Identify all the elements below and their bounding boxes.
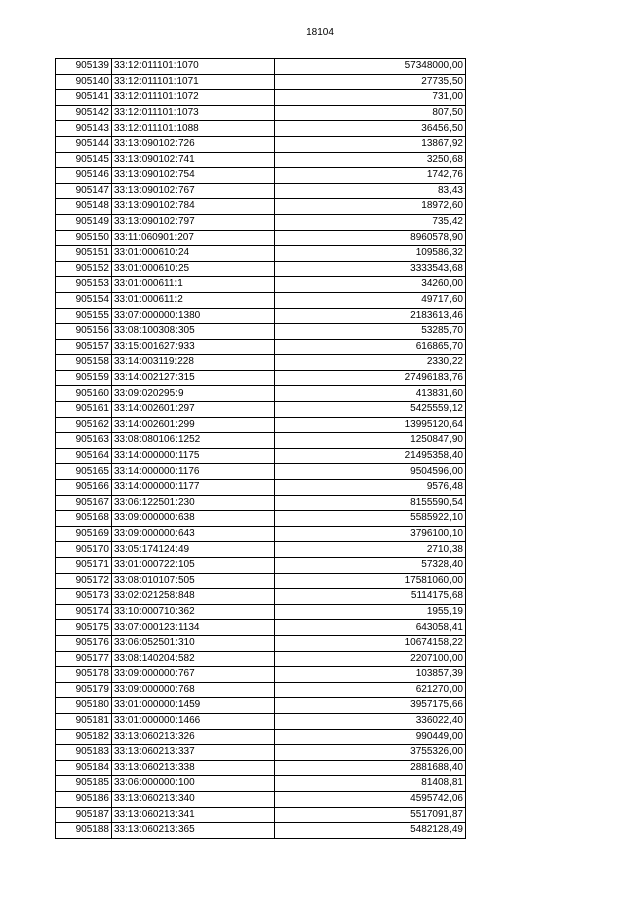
table-row bbox=[56, 386, 466, 402]
cadastral-number-cell: 33:12:011101:1070 bbox=[112, 59, 275, 75]
row-id-cell: 905181 bbox=[56, 713, 112, 729]
cadastral-number-cell: 33:14:000000:1175 bbox=[112, 448, 275, 464]
value-cell: 5425559,12 bbox=[275, 402, 466, 418]
value-cell: 2881688,40 bbox=[275, 760, 466, 776]
table-row bbox=[56, 526, 466, 542]
cadastral-number-cell: 33:01:000000:1466 bbox=[112, 713, 275, 729]
value-cell: 2710,38 bbox=[275, 542, 466, 558]
table-row bbox=[56, 791, 466, 807]
row-id-cell: 905170 bbox=[56, 542, 112, 558]
value-cell: 1250847,90 bbox=[275, 433, 466, 449]
table-row bbox=[56, 292, 466, 308]
value-cell: 34260,00 bbox=[275, 277, 466, 293]
row-id-cell: 905187 bbox=[56, 807, 112, 823]
cadastral-number-cell: 33:08:100308:305 bbox=[112, 324, 275, 340]
table-row bbox=[56, 480, 466, 496]
value-cell: 807,50 bbox=[275, 105, 466, 121]
value-cell: 13995120,64 bbox=[275, 417, 466, 433]
cadastral-number-cell: 33:13:090102:754 bbox=[112, 168, 275, 184]
cadastral-number-cell: 33:13:060213:340 bbox=[112, 791, 275, 807]
row-id-cell: 905141 bbox=[56, 90, 112, 106]
cadastral-number-cell: 33:07:000123:1134 bbox=[112, 620, 275, 636]
row-id-cell: 905147 bbox=[56, 183, 112, 199]
cadastral-number-cell: 33:09:000000:643 bbox=[112, 526, 275, 542]
row-id-cell: 905157 bbox=[56, 339, 112, 355]
value-cell: 53285,70 bbox=[275, 324, 466, 340]
table-row bbox=[56, 433, 466, 449]
cadastral-number-cell: 33:08:010107:505 bbox=[112, 573, 275, 589]
value-cell: 1955,19 bbox=[275, 604, 466, 620]
row-id-cell: 905153 bbox=[56, 277, 112, 293]
table-row bbox=[56, 651, 466, 667]
cadastral-number-cell: 33:13:090102:767 bbox=[112, 183, 275, 199]
cadastral-number-cell: 33:13:090102:784 bbox=[112, 199, 275, 215]
row-id-cell: 905171 bbox=[56, 558, 112, 574]
row-id-cell: 905152 bbox=[56, 261, 112, 277]
row-id-cell: 905174 bbox=[56, 604, 112, 620]
table-row bbox=[56, 136, 466, 152]
row-id-cell: 905180 bbox=[56, 698, 112, 714]
cadastral-number-cell: 33:14:002601:299 bbox=[112, 417, 275, 433]
row-id-cell: 905154 bbox=[56, 292, 112, 308]
cadastral-number-cell: 33:14:002127:315 bbox=[112, 370, 275, 386]
row-id-cell: 905164 bbox=[56, 448, 112, 464]
row-id-cell: 905165 bbox=[56, 464, 112, 480]
table-row bbox=[56, 277, 466, 293]
row-id-cell: 905140 bbox=[56, 74, 112, 90]
value-cell: 4595742,06 bbox=[275, 791, 466, 807]
table-row bbox=[56, 152, 466, 168]
value-cell: 731,00 bbox=[275, 90, 466, 106]
table-row bbox=[56, 214, 466, 230]
table-row bbox=[56, 324, 466, 340]
table-row bbox=[56, 121, 466, 137]
row-id-cell: 905159 bbox=[56, 370, 112, 386]
row-id-cell: 905158 bbox=[56, 355, 112, 371]
table-row bbox=[56, 370, 466, 386]
cadastral-number-cell: 33:12:011101:1088 bbox=[112, 121, 275, 137]
row-id-cell: 905160 bbox=[56, 386, 112, 402]
row-id-cell: 905177 bbox=[56, 651, 112, 667]
table-row bbox=[56, 199, 466, 215]
table-row bbox=[56, 620, 466, 636]
value-cell: 5114175,68 bbox=[275, 589, 466, 605]
cadastral-number-cell: 33:01:000611:2 bbox=[112, 292, 275, 308]
value-cell: 17581060,00 bbox=[275, 573, 466, 589]
cadastral-number-cell: 33:13:060213:365 bbox=[112, 823, 275, 839]
table-row bbox=[56, 308, 466, 324]
cadastral-number-cell: 33:06:122501:230 bbox=[112, 495, 275, 511]
table-body bbox=[56, 59, 466, 839]
cadastral-number-cell: 33:08:080106:1252 bbox=[112, 433, 275, 449]
row-id-cell: 905156 bbox=[56, 324, 112, 340]
table-row bbox=[56, 261, 466, 277]
cadastral-number-cell: 33:11:060901:207 bbox=[112, 230, 275, 246]
value-cell: 27496183,76 bbox=[275, 370, 466, 386]
value-cell: 735,42 bbox=[275, 214, 466, 230]
table-row bbox=[56, 339, 466, 355]
table-row bbox=[56, 59, 466, 75]
value-cell: 2330,22 bbox=[275, 355, 466, 371]
table-row bbox=[56, 558, 466, 574]
cadastral-number-cell: 33:13:060213:326 bbox=[112, 729, 275, 745]
value-cell: 413831,60 bbox=[275, 386, 466, 402]
row-id-cell: 905168 bbox=[56, 511, 112, 527]
cadastral-number-cell: 33:09:000000:767 bbox=[112, 667, 275, 683]
table-row bbox=[56, 542, 466, 558]
table-row bbox=[56, 402, 466, 418]
value-cell: 83,43 bbox=[275, 183, 466, 199]
row-id-cell: 905172 bbox=[56, 573, 112, 589]
row-id-cell: 905148 bbox=[56, 199, 112, 215]
row-id-cell: 905143 bbox=[56, 121, 112, 137]
table-row bbox=[56, 511, 466, 527]
cadastral-number-cell: 33:12:011101:1073 bbox=[112, 105, 275, 121]
value-cell: 81408,81 bbox=[275, 776, 466, 792]
row-id-cell: 905161 bbox=[56, 402, 112, 418]
value-cell: 36456,50 bbox=[275, 121, 466, 137]
value-cell: 3250,68 bbox=[275, 152, 466, 168]
value-cell: 49717,60 bbox=[275, 292, 466, 308]
table-row bbox=[56, 246, 466, 262]
row-id-cell: 905175 bbox=[56, 620, 112, 636]
value-cell: 990449,00 bbox=[275, 729, 466, 745]
row-id-cell: 905166 bbox=[56, 480, 112, 496]
row-id-cell: 905146 bbox=[56, 168, 112, 184]
cadastral-number-cell: 33:13:060213:338 bbox=[112, 760, 275, 776]
table-row bbox=[56, 464, 466, 480]
value-cell: 2207100,00 bbox=[275, 651, 466, 667]
cadastral-number-cell: 33:14:000000:1177 bbox=[112, 480, 275, 496]
table-row bbox=[56, 604, 466, 620]
value-cell: 8960578,90 bbox=[275, 230, 466, 246]
value-cell: 616865,70 bbox=[275, 339, 466, 355]
row-id-cell: 905163 bbox=[56, 433, 112, 449]
table-row bbox=[56, 776, 466, 792]
cadastral-number-cell: 33:02:021258:848 bbox=[112, 589, 275, 605]
table-row bbox=[56, 667, 466, 683]
row-id-cell: 905144 bbox=[56, 136, 112, 152]
cadastral-number-cell: 33:09:020295:9 bbox=[112, 386, 275, 402]
table-row bbox=[56, 168, 466, 184]
table-row bbox=[56, 573, 466, 589]
cadastral-number-cell: 33:12:011101:1072 bbox=[112, 90, 275, 106]
row-id-cell: 905173 bbox=[56, 589, 112, 605]
value-cell: 5482128,49 bbox=[275, 823, 466, 839]
value-cell: 3333543,68 bbox=[275, 261, 466, 277]
cadastral-number-cell: 33:13:060213:341 bbox=[112, 807, 275, 823]
value-cell: 3796100,10 bbox=[275, 526, 466, 542]
value-cell: 18972,60 bbox=[275, 199, 466, 215]
value-cell: 8155590,54 bbox=[275, 495, 466, 511]
row-id-cell: 905184 bbox=[56, 760, 112, 776]
value-cell: 643058,41 bbox=[275, 620, 466, 636]
row-id-cell: 905145 bbox=[56, 152, 112, 168]
cadastral-number-cell: 33:13:060213:337 bbox=[112, 745, 275, 761]
value-cell: 336022,40 bbox=[275, 713, 466, 729]
cadastral-number-cell: 33:13:090102:726 bbox=[112, 136, 275, 152]
value-cell: 27735,50 bbox=[275, 74, 466, 90]
row-id-cell: 905151 bbox=[56, 246, 112, 262]
cadastral-number-cell: 33:07:000000:1380 bbox=[112, 308, 275, 324]
row-id-cell: 905167 bbox=[56, 495, 112, 511]
table-row bbox=[56, 698, 466, 714]
cadastral-number-cell: 33:06:000000:100 bbox=[112, 776, 275, 792]
row-id-cell: 905155 bbox=[56, 308, 112, 324]
row-id-cell: 905149 bbox=[56, 214, 112, 230]
cadastral-number-cell: 33:01:000611:1 bbox=[112, 277, 275, 293]
row-id-cell: 905183 bbox=[56, 745, 112, 761]
row-id-cell: 905142 bbox=[56, 105, 112, 121]
cadastral-number-cell: 33:13:090102:741 bbox=[112, 152, 275, 168]
value-cell: 621270,00 bbox=[275, 682, 466, 698]
row-id-cell: 905139 bbox=[56, 59, 112, 75]
cadastral-number-cell: 33:06:052501:310 bbox=[112, 635, 275, 651]
cadastral-number-cell: 33:01:000000:1459 bbox=[112, 698, 275, 714]
cadastral-number-cell: 33:08:140204:582 bbox=[112, 651, 275, 667]
value-cell: 13867,92 bbox=[275, 136, 466, 152]
row-id-cell: 905162 bbox=[56, 417, 112, 433]
table-row bbox=[56, 448, 466, 464]
value-cell: 2183613,46 bbox=[275, 308, 466, 324]
row-id-cell: 905186 bbox=[56, 791, 112, 807]
table-row bbox=[56, 417, 466, 433]
value-cell: 5517091,87 bbox=[275, 807, 466, 823]
table-row bbox=[56, 745, 466, 761]
row-id-cell: 905176 bbox=[56, 635, 112, 651]
table-row bbox=[56, 682, 466, 698]
cadastral-number-cell: 33:14:002601:297 bbox=[112, 402, 275, 418]
cadastral-number-cell: 33:14:000000:1176 bbox=[112, 464, 275, 480]
cadastral-number-cell: 33:01:000722:105 bbox=[112, 558, 275, 574]
value-cell: 21495358,40 bbox=[275, 448, 466, 464]
value-cell: 9576,48 bbox=[275, 480, 466, 496]
cadastral-number-cell: 33:10:000710:362 bbox=[112, 604, 275, 620]
cadastral-number-cell: 33:13:090102:797 bbox=[112, 214, 275, 230]
row-id-cell: 905179 bbox=[56, 682, 112, 698]
row-id-cell: 905169 bbox=[56, 526, 112, 542]
table-row bbox=[56, 183, 466, 199]
row-id-cell: 905188 bbox=[56, 823, 112, 839]
row-id-cell: 905182 bbox=[56, 729, 112, 745]
value-cell: 3755326,00 bbox=[275, 745, 466, 761]
cadastral-number-cell: 33:15:001627:933 bbox=[112, 339, 275, 355]
row-id-cell: 905185 bbox=[56, 776, 112, 792]
value-cell: 57328,40 bbox=[275, 558, 466, 574]
table-row bbox=[56, 807, 466, 823]
table-row bbox=[56, 589, 466, 605]
value-cell: 103857,39 bbox=[275, 667, 466, 683]
value-cell: 1742,76 bbox=[275, 168, 466, 184]
value-cell: 9504596,00 bbox=[275, 464, 466, 480]
table-row bbox=[56, 635, 466, 651]
table-row bbox=[56, 74, 466, 90]
table-row bbox=[56, 105, 466, 121]
cadastral-number-cell: 33:12:011101:1071 bbox=[112, 74, 275, 90]
table-row bbox=[56, 90, 466, 106]
table-row bbox=[56, 823, 466, 839]
cadastral-number-cell: 33:01:000610:25 bbox=[112, 261, 275, 277]
value-cell: 5585922,10 bbox=[275, 511, 466, 527]
row-id-cell: 905178 bbox=[56, 667, 112, 683]
page-number: 18104 bbox=[306, 27, 334, 38]
cadastral-number-cell: 33:01:000610:24 bbox=[112, 246, 275, 262]
value-cell: 57348000,00 bbox=[275, 59, 466, 75]
table-row bbox=[56, 355, 466, 371]
value-cell: 10674158,22 bbox=[275, 635, 466, 651]
table-row bbox=[56, 230, 466, 246]
value-cell: 3957175,66 bbox=[275, 698, 466, 714]
cadastral-number-cell: 33:09:000000:638 bbox=[112, 511, 275, 527]
table-row bbox=[56, 495, 466, 511]
table-row bbox=[56, 729, 466, 745]
table-row bbox=[56, 760, 466, 776]
cadastral-number-cell: 33:09:000000:768 bbox=[112, 682, 275, 698]
cadastral-table bbox=[55, 58, 466, 839]
row-id-cell: 905150 bbox=[56, 230, 112, 246]
cadastral-number-cell: 33:14:003119:228 bbox=[112, 355, 275, 371]
table-row bbox=[56, 713, 466, 729]
value-cell: 109586,32 bbox=[275, 246, 466, 262]
cadastral-number-cell: 33:05:174124:49 bbox=[112, 542, 275, 558]
